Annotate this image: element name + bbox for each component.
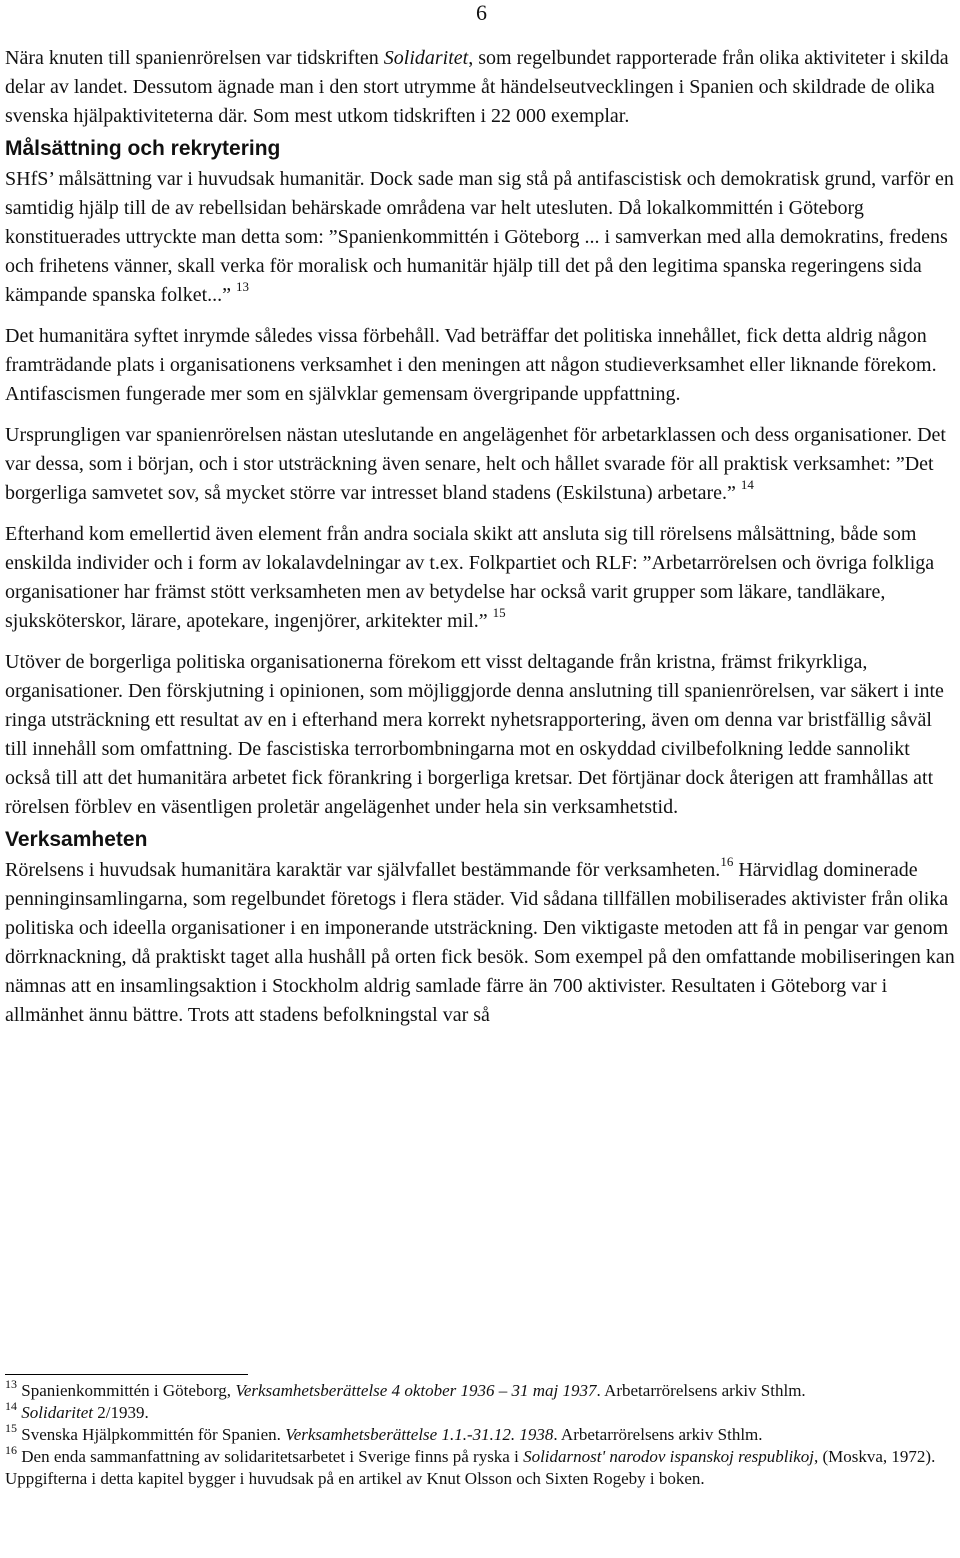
footnote-number: 15 bbox=[5, 1421, 17, 1435]
heading-verksamheten: Verksamheten bbox=[5, 828, 148, 851]
footnote-number: 14 bbox=[5, 1399, 17, 1413]
text-run: Ursprungligen var spanienrörelsen nästan uteslutande en angelägenhet för arbetarklassen och dess organisationer. Det var dessa, som i början, och i stor utsträckning även senare, helt och hållet svarade för all praktisk verksamhet: ”Det borgerliga samvetet sov, så mycket större var intresset bland stadens (Eskilstuna) arbetare.” bbox=[5, 424, 946, 504]
heading-malsattning: Målsättning och rekrytering bbox=[5, 137, 281, 160]
text-run: Den enda sammanfattning av solidaritetsarbetet i Sverige finns på ryska i bbox=[17, 1447, 524, 1466]
footnote-ref-15: 15 bbox=[492, 605, 506, 620]
footnote-number: 16 bbox=[5, 1443, 17, 1457]
paragraph-shfs-goal bbox=[5, 165, 955, 310]
footnotes bbox=[5, 1377, 950, 1490]
text-run: . Arbetarrörelsens arkiv Sthlm. bbox=[553, 1425, 763, 1444]
footnote-ref-14: 14 bbox=[740, 477, 754, 492]
paragraph-solidaritet bbox=[5, 44, 955, 131]
footnote-number: 13 bbox=[5, 1377, 17, 1391]
body-text bbox=[5, 44, 955, 1030]
text-run: Spanienkommittén i Göteborg, bbox=[17, 1381, 236, 1400]
paragraph-christian-orgs: Utöver de borgerliga politiska organisationerna förekom ett visst deltagande från kristna, främst frikyrkliga, organisationer. Den förskjutning i opinionen, som möjliggjorde denna anslutning till spanienrörelsen, var säkert i inte ringa utsträckning ett resultat av en i efterhand mera korrekt nyhetsrapportering, även om denna var bristfällig såväl till innehåll som omfattning. De fascistiska terrorbombningarna mot en oskyddad civilbefolkning ledde sannolikt också till att det humanitära arbetet fick förankring i borgerliga kretsar. Det förtjänar dock återigen att framhållas att rörelsen förblev en väsentligen proletär angelägenhet under hela sin verksamhetstid. bbox=[5, 651, 944, 818]
journal-title: Solidaritet bbox=[383, 47, 469, 69]
text-run: Nära knuten till spanienrörelsen var tidskriften bbox=[5, 47, 384, 69]
text-run: . Arbetarrörelsens arkiv Sthlm. bbox=[596, 1381, 806, 1400]
text-run: Efterhand kom emellertid även element från andra sociala skikt att ansluta sig till rörelsens målsättning, både som enskilda individer och i form av lokalavdelningar av t.ex. Folkpartiet och RLF: ”Arbetarrörelsen och övriga folkliga organisationer har främst stött verksamheten men av betydelse har också varit grupper som läkare, tandläkare, sjuksköterskor, lärare, apotekare, ingenjörer, arkitekter mil.” bbox=[5, 523, 935, 632]
footnote-divider bbox=[5, 1374, 248, 1375]
footnote-ref-13: 13 bbox=[236, 279, 250, 294]
paragraph-other-strata bbox=[5, 520, 955, 636]
footnote-16 bbox=[5, 1443, 950, 1490]
text-run: Rörelsens i huvudsak humanitära karaktär var självfallet bestämmande för verksamheten. bbox=[5, 859, 721, 881]
work-title: Verksamhetsberättelse 4 oktober 1936 – 31 maj 1937 bbox=[235, 1381, 597, 1400]
footnote-14 bbox=[5, 1399, 950, 1424]
text-run: SHfS’ målsättning var i huvudsak humanitär. Dock sade man sig stå på antifascistisk och demokratisk grund, varför en samtidig hjälp till de av rebellsidan behärskade områdena var helt utesluten. Då lokalkommittén i Göteborg konstituerades uttryckte man detta som: ”Spanienkommittén i Göteborg ... i samverkan med alla demokratins, fredens och frihetens vänner, skall verka för moralisk och humanitär hjälp till det på den legitima spanska regeringens sida kämpande spanska folket...” bbox=[5, 168, 954, 306]
page-number: 6 bbox=[476, 0, 487, 25]
text-run: , som regelbundet rapporterade från olika aktiviteter i skilda delar av landet. Dessutom ägnade man i den stort utrymme åt händelseutvecklingen i Spanien och skildrade de olika svenska hjälpaktiviteterna där. Som mest utkom tidskriften i 22 000 exemplar. bbox=[5, 47, 949, 127]
text-run: Härvidlag dominerade penninginsamlingarna, som regelbundet företogs i flera städer. Vid sådana tillfällen mobiliserades aktivister från olika politiska och ideella organisationer i en imponerande utsträckning. Den viktigaste metoden att få in pengar var genom dörrknackning, då praktiskt taget alla hushåll på orten fick besök. Som exempel på den omfattande mobiliseringen kan nämnas att en insamlingsaktion i Stockholm aldrig samlade färre än 700 aktivister. Resultaten i Göteborg var i allmänhet ännu bättre. Trots att stadens befolkningstal var så bbox=[5, 859, 955, 1026]
footnote-ref-16: 16 bbox=[720, 854, 734, 869]
footnote-13 bbox=[5, 1377, 950, 1402]
paragraph-humanitarian: Det humanitära syftet inrymde således vissa förbehåll. Vad beträffar det politiska innehållet, fick detta aldrig någon framträdande plats i organisationens verksamhet i den meningen att någon studieverksamhet eller liknande förekom. Antifascismen fungerade mer som en självklar gemensam övergripande uppfattning. bbox=[5, 325, 937, 405]
paragraph-activities bbox=[5, 856, 955, 1030]
work-title: Solidaritet bbox=[21, 1403, 94, 1422]
text-run: Svenska Hjälpkommittén för Spanien. bbox=[17, 1425, 286, 1444]
paragraph-origins bbox=[5, 421, 955, 508]
footnote-15 bbox=[5, 1421, 950, 1446]
work-title: Solidarnost' narodov ispanskoj respublikoj bbox=[523, 1447, 814, 1466]
text-run: , (Moskva, 1972). Uppgifterna i detta kapitel bygger i huvudsak på en artikel av Knut Olsson och Sixten Rogeby i boken. bbox=[5, 1447, 936, 1488]
text-run: 2/1939. bbox=[93, 1403, 149, 1422]
work-title: Verksamhetsberättelse 1.1.-31.12. 1938 bbox=[285, 1425, 554, 1444]
